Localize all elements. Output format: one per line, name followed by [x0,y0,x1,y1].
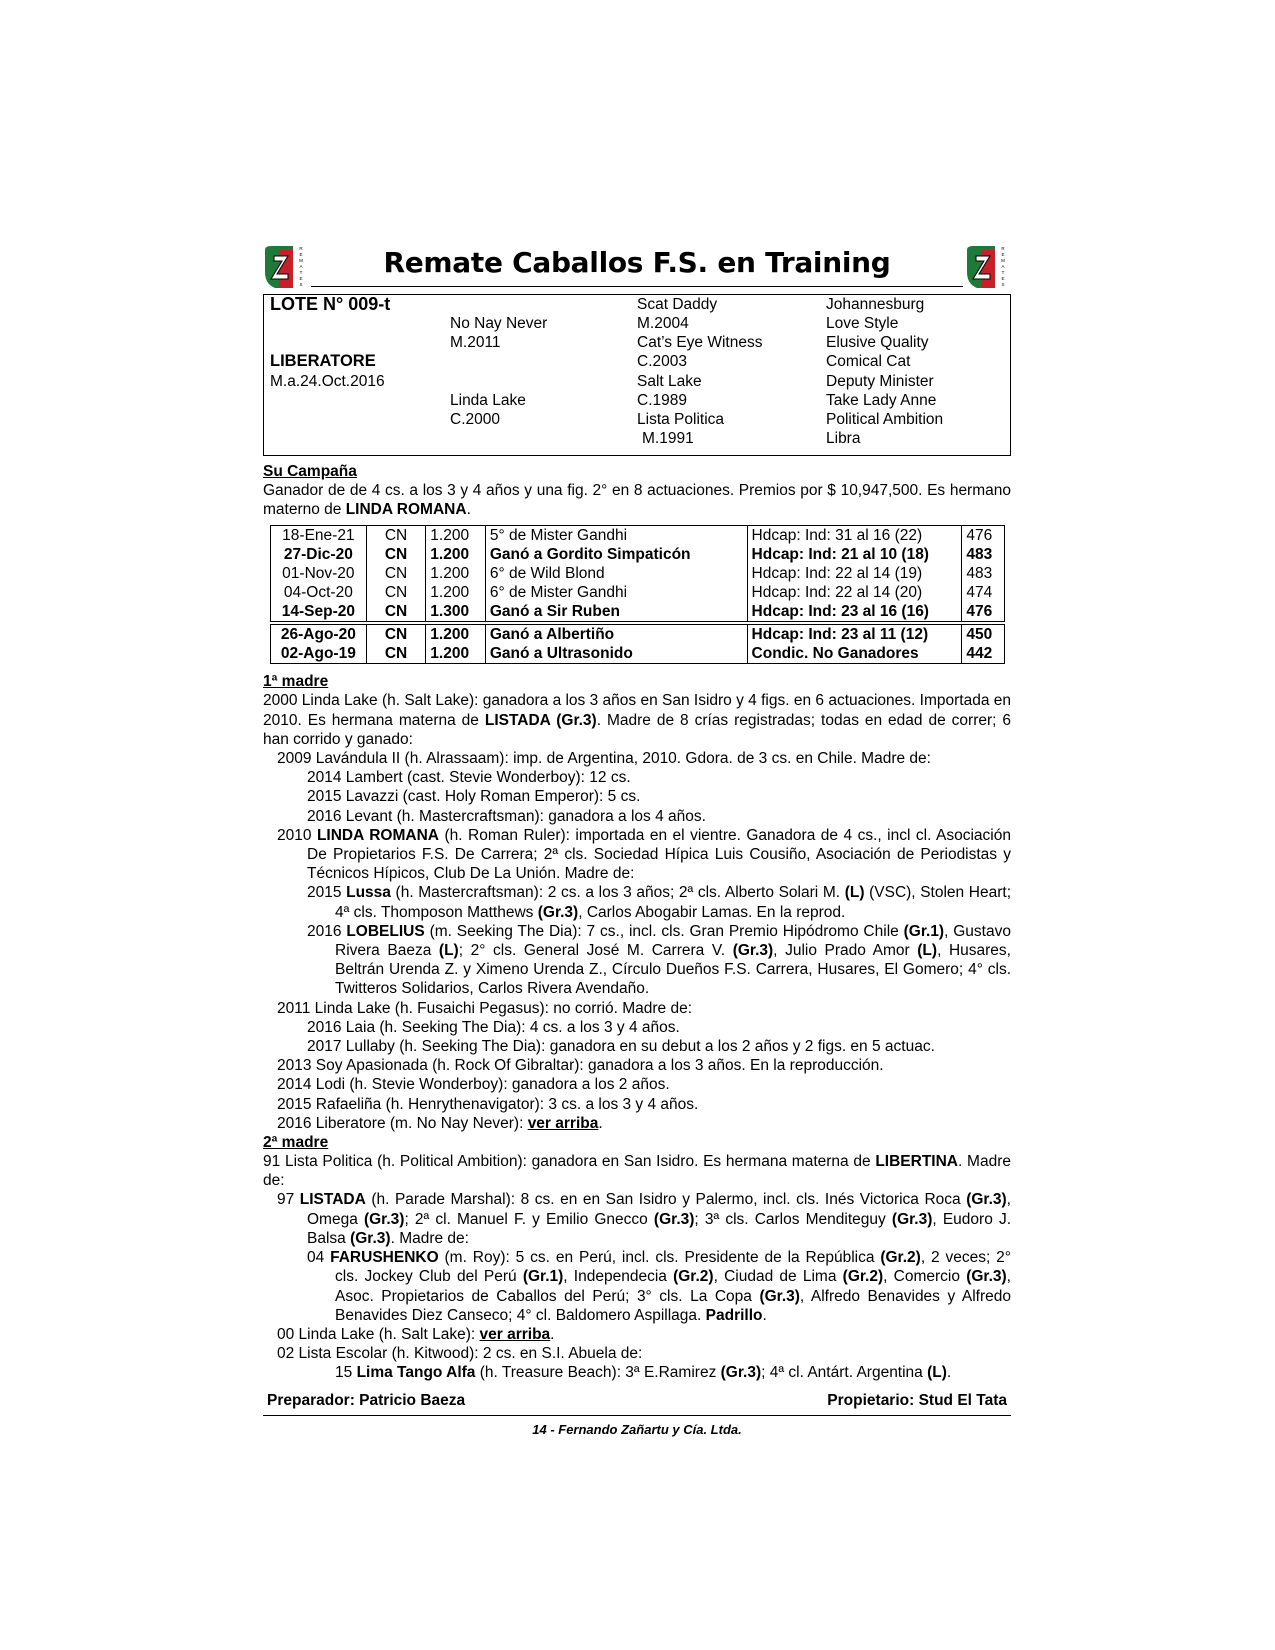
svg-text:E: E [1001,276,1005,281]
race-track: CN [366,583,426,602]
text: ; 3ª cls. Carlos Menditeguy [694,1210,892,1228]
produce-entry [263,1363,1011,1382]
text: (m. Seeking The Dia): 7 cs., incl. cls. Gran Premio Hipódromo Chile [424,922,904,940]
produce-entry: 2016 Laia (h. Seeking The Dia): 4 cs. a los 3 y 4 años. [307,1018,680,1036]
pedigree-g3: Lista Politica [637,411,725,428]
race-result: Ganó a Ultrasonido [485,644,747,664]
race-date: 04-Oct-20 [271,583,367,602]
lot-number: LOTE N° 009-t [270,294,391,314]
text: . [598,1114,603,1132]
trainer: Preparador: Patricio Baeza [267,1391,466,1409]
text: Ganador de de 4 cs. a los 3 y 4 años y una fig. 2° en 8 actuaciones. Premios por $ 10,947,500. Es hermano materno de [263,482,1011,519]
race-row [271,526,1005,546]
page-title: Remate Caballos F.S. en Training [383,246,891,279]
race-date: 01-Nov-20 [271,564,367,583]
text: , Omega [307,1191,1011,1228]
text: . [550,1325,555,1343]
catalog-page [263,244,1011,1437]
second-dam-heading: 2ª madre [263,1134,329,1152]
svg-text:S: S [299,282,303,287]
race-track: CN [366,564,426,583]
grade: (Gr.3) [653,1210,695,1228]
race-date: 18-Ene-21 [271,526,367,546]
svg-text:M: M [299,258,303,263]
svg-text:E: E [1001,252,1005,257]
produce-entry: 2015 Rafaeliña (h. Henrythenavigator): 3 cs. a los 3 y 4 años. [277,1095,699,1113]
text: 00 Linda Lake (h. Salt Lake): [277,1325,480,1343]
pedigree-g4: Deputy Minister [826,373,934,390]
race-track: CN [366,644,426,664]
race-result: Ganó a Gordito Simpaticón [485,545,747,564]
race-track: CN [366,602,426,623]
race-date: 26-Ago-20 [271,623,367,644]
race-type: Hdcap: Ind: 21 al 10 (18) [747,545,962,564]
pedigree-g4: Political Ambition [826,411,944,428]
text: 97 [277,1191,300,1209]
produce-entry [263,826,1011,884]
race-track: CN [366,545,426,564]
svg-text:T: T [299,270,303,275]
owner: Propietario: Stud El Tata [827,1391,1007,1409]
pedigree-g3: M.2004 [637,315,689,332]
text: 2015 [307,884,347,902]
race-type: Hdcap: Ind: 22 al 14 (20) [747,583,962,602]
produce-entry [263,1248,1011,1325]
grade: (L) [438,942,459,960]
grade: (Gr.1) [522,1268,564,1286]
grade: (Gr.3) [966,1268,1007,1286]
text: 2016 [307,922,347,940]
race-row [271,545,1005,564]
grade: (Gr.3) [350,1229,391,1247]
svg-text:A: A [1001,264,1005,269]
text: 04 [307,1249,331,1267]
race-weight: 450 [962,623,1005,644]
grade: (Gr.1) [903,922,945,940]
sire-name: No Nay Never [450,315,548,332]
grade: (Gr.3) [759,1287,800,1305]
text: (VSC), Stolen Heart; 4ª cls. Thomposon Matthews [335,884,1012,921]
produce-entry: 2013 Soy Apasionada (h. Rock Of Gibraltar): ganadora a los 3 años. En la reproducción. [277,1057,884,1075]
race-type: Condic. No Ganadores [747,644,962,664]
race-weight: 476 [962,602,1005,623]
lot-footer [263,1391,1011,1411]
text: (h. Mastercraftsman): 2 cs. a los 3 años; 2ª cls. Alberto Solari M. [390,884,845,902]
race-distance: 1.300 [426,602,486,623]
horse-ref: LIBERTINA [875,1153,959,1171]
header-rule [311,286,963,287]
race-type: Hdcap: Ind: 22 al 14 (19) [747,564,962,583]
grade: (Gr.2) [842,1268,884,1286]
produce-entry: 2014 Lodi (h. Stevie Wonderboy): ganadora a los 2 años. [277,1076,670,1094]
grade: (Gr.3) [720,1364,762,1382]
race-distance: 1.200 [426,545,486,564]
text: , Independecia [563,1268,674,1286]
text: (m. Roy): 5 cs. en Perú, incl. cls. Presidente de la República [438,1249,881,1267]
horse-ref: Lussa [346,884,391,902]
page-number: 14 - Fernando Zañartu y Cía. Ltda. [532,1421,742,1437]
race-type: Hdcap: Ind: 23 al 11 (12) [747,623,962,644]
race-result: Ganó a Albertiño [485,623,747,644]
race-distance: 1.200 [426,526,486,546]
pedigree-g3: C.1989 [637,392,687,409]
race-result: Ganó a Sir Ruben [485,602,747,623]
horse-ref: Lima Tango Alfa [356,1364,476,1382]
text: ; 2° cls. General José M. Carrera V. [458,942,733,960]
second-dam-text [263,1152,1011,1190]
text: . Madre de 8 crías registradas; todas en edad de correr; 6 han corrido y ganado: [263,711,1011,748]
race-distance: 1.200 [426,564,486,583]
grade: (Gr.3) [891,1210,933,1228]
produce-entry: 2009 Lavándula II (h. Alrassaam): imp. de Argentina, 2010. Gdora. de 3 cs. en Chile. Madre de: [277,750,931,768]
stallion-note: Padrillo [705,1306,763,1324]
race-weight: 483 [962,545,1005,564]
pedigree-g3: C.2003 [637,353,687,370]
race-distance: 1.200 [426,644,486,664]
produce-entry [263,1190,1011,1248]
race-date: 27-Dic-20 [271,545,367,564]
horse-name: LIBERATORE [270,352,376,370]
text: 2016 Liberatore (m. No Nay Never): [277,1114,528,1132]
produce-entry: 2011 Linda Lake (h. Fusaichi Pegasus): no corrió. Madre de: [277,999,693,1017]
horse-ref: LINDA ROMANA [316,826,439,844]
text: . [762,1306,767,1324]
pedigree-g3: Salt Lake [637,373,702,390]
race-row [271,564,1005,583]
pedigree-g4: Comical Cat [826,353,911,370]
svg-text:S: S [1001,282,1005,287]
produce-entry [263,1325,1011,1344]
text: . [946,1364,952,1382]
text: , Asoc. Propietarios de Caballos del Perú; 3° cls. La Copa [335,1268,1011,1305]
text: 91 Lista Politica (h. Political Ambition): ganadora en San Isidro. Es hermana materna de [263,1153,876,1171]
campaign-heading: Su Campaña [263,463,357,480]
pedigree-g4: Love Style [826,315,899,332]
svg-text:E: E [299,276,303,281]
grade: (Gr.2) [673,1268,714,1286]
race-result: 6° de Wild Blond [485,564,747,583]
race-track: CN [366,526,426,546]
race-row [271,602,1005,623]
page-header [263,244,1011,290]
text: , Gustavo Rivera Baeza [335,922,1011,960]
pedigree-box [263,294,1011,456]
campaign-text [263,481,1011,519]
first-dam-text [263,691,1011,749]
produce-entry: 2016 Levant (h. Mastercraftsman): ganadora a los 4 años. [307,807,706,825]
text: , Comercio [883,1268,967,1286]
dam-name: Linda Lake [450,392,526,409]
pedigree-g4: Elusive Quality [826,334,929,351]
text: , Carlos Abogabir Lamas. En la reprod. [578,903,846,921]
text: . Madre de: [263,1153,1011,1190]
text: , 2 veces; 2° cls. Jockey Club del Perú [335,1249,1011,1286]
race-row [271,623,1005,644]
produce-entry [263,922,1011,999]
svg-text:T: T [1001,270,1005,275]
text: (h. Roman Ruler): importada en el vientre. Ganadora de 4 cs., incl cl. Asociación De Propietarios F.S. De Carrera; 2ª cls. Sociedad Hípica Luis Cousiño, Asociación de Periodistas y Técnicos Hípicos, Club De La Unión. Madre de: [307,826,1011,883]
grade: (L) [927,1364,947,1382]
text: ; 4ª cl. Antárt. Argentina [761,1364,928,1382]
race-type: Hdcap: Ind: 31 al 16 (22) [747,526,962,546]
svg-text:M: M [1001,258,1005,263]
produce-entry [263,1114,1011,1133]
race-result: 5° de Mister Gandhi [485,526,747,546]
race-weight: 483 [962,564,1005,583]
text: , Ciudad de Lima [713,1268,843,1286]
text: 15 [335,1364,357,1382]
race-row [271,583,1005,602]
pedigree-g4: Libra [826,430,861,447]
text: ; 2ª cl. Manuel F. y Emilio Gnecco [404,1210,654,1228]
grade: (L) [917,942,938,960]
pedigree-g4: Take Lady Anne [826,392,937,409]
horse-info: M.a.24.Oct.2016 [270,373,385,390]
race-distance: 1.200 [426,583,486,602]
text: , Husares, Beltrán Urenda Z. y Ximeno Urenda Z., Círculo Dueños F.S. Carrera, Husares, El Gomero; 4° cls. Twitteros Solidarios, Carlos Rivera Avendaño. [335,942,1011,998]
produce-entry [263,883,1011,921]
race-date: 02-Ago-19 [271,644,367,664]
text: . Madre de: [390,1229,469,1247]
svg-text:E: E [299,252,303,257]
text: 2010 [277,826,317,844]
horse-ref: LISTADA (Gr.3) [484,711,597,729]
race-date: 14-Sep-20 [271,602,367,623]
race-distance: 1.200 [426,623,486,644]
svg-text:R: R [299,246,303,251]
race-weight: 476 [962,526,1005,546]
produce-entry: 2017 Lullaby (h. Seeking The Dia): ganadora en su debut a los 2 años y 2 figs. en 5 actuac. [307,1038,935,1056]
pedigree-g4: Johannesburg [826,296,925,313]
dam-info: C.2000 [450,411,500,428]
pedigree-g3: M.1991 [642,430,694,447]
text: (h. Treasure Beach): 3ª E.Ramirez [475,1364,721,1382]
horse-ref: LISTADA [299,1191,366,1209]
sire-info: M.2011 [450,334,501,351]
zr-logo-icon [263,244,309,290]
grade: (Gr.3) [537,903,579,921]
grade: (Gr.3) [966,1191,1007,1209]
text: , Eudoro J. Balsa [307,1210,1011,1247]
text: (h. Parade Marshal): 8 cs. en en San Isidro y Palermo, incl. cls. Inés Victorica Roca [365,1191,967,1209]
race-weight: 474 [962,583,1005,602]
text: . [466,501,471,519]
race-weight: 442 [962,644,1005,664]
race-result: 6° de Mister Gandhi [485,583,747,602]
grade: (Gr.2) [880,1249,921,1267]
race-track: CN [366,623,426,644]
text: , Alfredo Benavides y Alfredo Benavides Diez Canseco; 4° cl. Baldomero Aspillaga. [335,1287,1011,1324]
text: 2000 Linda Lake (h. Salt Lake): ganadora a los 3 años en San Isidro y 4 figs. en 6 actuaciones. Importada en 2010. Es hermana materna de [263,692,1011,729]
produce-entry: 2015 Lavazzi (cast. Holy Roman Emperor): 5 cs. [307,788,641,806]
svg-text:R: R [1001,246,1005,251]
produce-entry: 2014 Lambert (cast. Stevie Wonderboy): 12 cs. [307,769,631,787]
race-table [270,525,1005,664]
pedigree-g3: Scat Daddy [637,296,718,313]
horse-ref: LOBELIUS [346,922,425,940]
grade: (Gr.3) [732,942,774,960]
pedigree-g3: Cat’s Eye Witness [637,334,763,351]
race-row [271,644,1005,664]
first-dam-heading: 1ª madre [263,673,329,691]
horse-ref: LINDA ROMANA [345,501,467,519]
produce-entry: 02 Lista Escolar (h. Kitwood): 2 cs. en S.I. Abuela de: [277,1345,643,1363]
horse-ref: FARUSHENKO [330,1249,439,1267]
grade: (Gr.3) [363,1210,405,1228]
see-above-link[interactable]: ver arriba [527,1114,599,1132]
grade: (L) [844,884,865,902]
text: , Julio Prado Amor [773,942,918,960]
zr-logo-icon [965,244,1011,290]
see-above-link[interactable]: ver arriba [479,1325,551,1343]
footer-rule [263,1415,1011,1416]
race-type: Hdcap: Ind: 23 al 16 (16) [747,602,962,623]
svg-text:A: A [299,264,303,269]
